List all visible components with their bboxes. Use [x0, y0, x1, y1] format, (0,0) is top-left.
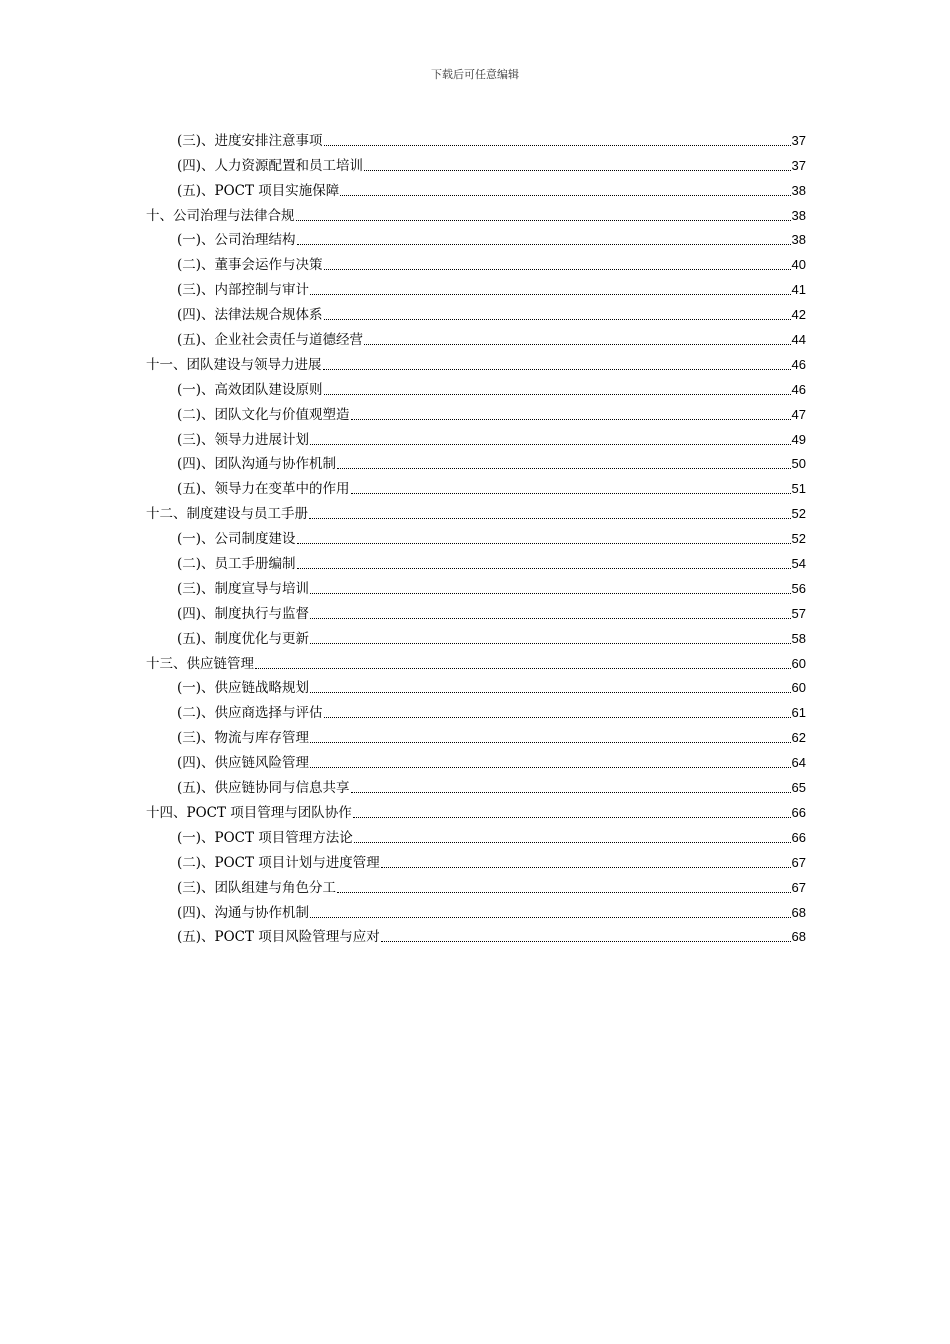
- toc-page-number: 40: [791, 257, 806, 273]
- toc-page-number: 64: [791, 755, 806, 771]
- toc-page-number: 38: [791, 182, 806, 198]
- toc-dot-leader: [337, 468, 790, 469]
- toc-section-entry[interactable]: [146, 151, 806, 176]
- toc-entry-title: (五)、领导力在变革中的作用: [177, 481, 350, 498]
- toc-page-number: 38: [791, 207, 806, 223]
- toc-page-number: 52: [791, 531, 806, 547]
- toc-page-number: 44: [791, 332, 806, 348]
- toc-page-number: 46: [791, 381, 806, 397]
- toc-page-number: 62: [791, 730, 806, 746]
- toc-entry-title: (二)、董事会运作与决策: [177, 257, 323, 274]
- toc-entry-title: (五)、POCT 项目实施保障: [177, 182, 340, 199]
- toc-dot-leader: [324, 394, 791, 395]
- toc-entry-title: (三)、内部控制与审计: [177, 282, 310, 299]
- toc-page-number: 52: [791, 506, 806, 522]
- toc-entry-title: (二)、员工手册编制: [177, 556, 296, 573]
- toc-page-number: 37: [791, 157, 806, 173]
- toc-section-entry[interactable]: [146, 848, 806, 873]
- toc-section-entry[interactable]: [146, 574, 806, 599]
- toc-page-number: 67: [791, 854, 806, 870]
- toc-section-entry[interactable]: [146, 450, 806, 475]
- toc-dot-leader: [351, 419, 791, 420]
- toc-section-entry[interactable]: [146, 748, 806, 773]
- toc-section-entry[interactable]: [146, 698, 806, 723]
- toc-entry-title: (一)、公司治理结构: [177, 232, 296, 249]
- toc-chapter-entry[interactable]: [146, 649, 806, 674]
- toc-dot-leader: [324, 269, 791, 270]
- toc-entry-title: (一)、供应链战略规划: [177, 680, 310, 697]
- toc-dot-leader: [310, 767, 790, 768]
- toc-dot-leader: [310, 294, 790, 295]
- toc-entry-title: (四)、法律法规合规体系: [177, 307, 323, 324]
- toc-dot-leader: [255, 668, 791, 669]
- toc-entry-title: (三)、领导力进展计划: [177, 431, 310, 448]
- toc-chapter-entry[interactable]: [146, 201, 806, 226]
- toc-dot-leader: [310, 692, 790, 693]
- toc-section-entry[interactable]: [146, 898, 806, 923]
- toc-dot-leader: [324, 319, 791, 320]
- toc-dot-leader: [296, 220, 791, 221]
- toc-dot-leader: [364, 344, 790, 345]
- toc-page-number: 56: [791, 580, 806, 596]
- toc-section-entry[interactable]: [146, 176, 806, 201]
- toc-dot-leader: [381, 941, 791, 942]
- toc-entry-title: 十三、供应链管理: [146, 655, 254, 672]
- toc-page-number: 46: [791, 356, 806, 372]
- toc-dot-leader: [353, 817, 791, 818]
- toc-page-number: 67: [791, 879, 806, 895]
- toc-section-entry[interactable]: [146, 300, 806, 325]
- toc-section-entry[interactable]: [146, 773, 806, 798]
- toc-entry-title: (四)、供应链风险管理: [177, 755, 310, 772]
- toc-dot-leader: [364, 170, 790, 171]
- toc-entry-title: 十一、团队建设与领导力进展: [146, 356, 322, 373]
- toc-section-entry[interactable]: [146, 923, 806, 948]
- toc-page-number: 68: [791, 929, 806, 945]
- toc-page-number: 49: [791, 431, 806, 447]
- toc-section-entry[interactable]: [146, 524, 806, 549]
- toc-page-number: 60: [791, 680, 806, 696]
- toc-dot-leader: [310, 444, 790, 445]
- toc-page-number: 66: [791, 829, 806, 845]
- toc-dot-leader: [310, 742, 790, 743]
- toc-chapter-entry[interactable]: [146, 798, 806, 823]
- toc-entry-title: 十、公司治理与法律合规: [146, 207, 295, 224]
- toc-page-number: 61: [791, 705, 806, 721]
- toc-entry-title: 十二、制度建设与员工手册: [146, 506, 308, 523]
- toc-section-entry[interactable]: [146, 400, 806, 425]
- page-header: 下载后可任意编辑: [431, 68, 519, 81]
- toc-entry-title: (二)、POCT 项目计划与进度管理: [177, 854, 380, 871]
- toc-entry-title: (四)、制度执行与监督: [177, 605, 310, 622]
- toc-entry-title: (三)、物流与库存管理: [177, 730, 310, 747]
- toc-page-number: 41: [791, 282, 806, 298]
- toc-dot-leader: [297, 568, 791, 569]
- toc-page-number: 50: [791, 456, 806, 472]
- toc-page-number: 47: [791, 406, 806, 422]
- toc-section-entry[interactable]: [146, 250, 806, 275]
- toc-section-entry[interactable]: [146, 873, 806, 898]
- toc-page-number: 54: [791, 556, 806, 572]
- toc-dot-leader: [354, 842, 791, 843]
- toc-dot-leader: [297, 543, 791, 544]
- toc-dot-leader: [324, 145, 791, 146]
- toc-dot-leader: [309, 518, 791, 519]
- table-of-contents: [146, 126, 806, 947]
- toc-section-entry[interactable]: [146, 226, 806, 251]
- toc-section-entry[interactable]: [146, 674, 806, 699]
- toc-dot-leader: [323, 369, 791, 370]
- toc-dot-leader: [310, 643, 790, 644]
- toc-section-entry[interactable]: [146, 375, 806, 400]
- toc-dot-leader: [340, 195, 790, 196]
- toc-dot-leader: [310, 618, 790, 619]
- toc-page-number: 42: [791, 307, 806, 323]
- toc-entry-title: (三)、制度宣导与培训: [177, 580, 310, 597]
- toc-entry-title: (五)、POCT 项目风险管理与应对: [177, 929, 380, 946]
- toc-entry-title: (二)、供应商选择与评估: [177, 705, 323, 722]
- toc-section-entry[interactable]: [146, 723, 806, 748]
- toc-page-number: 38: [791, 232, 806, 248]
- toc-section-entry[interactable]: [146, 474, 806, 499]
- toc-page-number: 65: [791, 780, 806, 796]
- toc-section-entry[interactable]: [146, 823, 806, 848]
- toc-entry-title: (五)、制度优化与更新: [177, 630, 310, 647]
- toc-dot-leader: [337, 892, 790, 893]
- toc-section-entry[interactable]: [146, 325, 806, 350]
- toc-dot-leader: [351, 493, 791, 494]
- toc-entry-title: (一)、公司制度建设: [177, 531, 296, 548]
- toc-dot-leader: [381, 867, 791, 868]
- toc-section-entry[interactable]: [146, 275, 806, 300]
- toc-page-number: 37: [791, 132, 806, 148]
- toc-dot-leader: [310, 917, 790, 918]
- toc-section-entry[interactable]: [146, 425, 806, 450]
- toc-chapter-entry[interactable]: [146, 499, 806, 524]
- toc-chapter-entry[interactable]: [146, 350, 806, 375]
- toc-dot-leader: [297, 244, 791, 245]
- toc-entry-title: (四)、人力资源配置和员工培训: [177, 157, 364, 174]
- toc-section-entry[interactable]: [146, 624, 806, 649]
- toc-entry-title: (五)、供应链协同与信息共享: [177, 780, 350, 797]
- toc-page-number: 66: [791, 804, 806, 820]
- toc-page-number: 58: [791, 630, 806, 646]
- toc-section-entry[interactable]: [146, 549, 806, 574]
- toc-page-number: 57: [791, 605, 806, 621]
- toc-dot-leader: [324, 717, 791, 718]
- toc-page-number: 68: [791, 904, 806, 920]
- toc-entry-title: (二)、团队文化与价值观塑造: [177, 406, 350, 423]
- toc-entry-title: (五)、企业社会责任与道德经营: [177, 332, 364, 349]
- toc-section-entry[interactable]: [146, 599, 806, 624]
- toc-entry-title: (一)、POCT 项目管理方法论: [177, 829, 353, 846]
- toc-page-number: 51: [791, 481, 806, 497]
- toc-entry-title: (四)、团队沟通与协作机制: [177, 456, 337, 473]
- toc-entry-title: (四)、沟通与协作机制: [177, 904, 310, 921]
- toc-dot-leader: [351, 792, 791, 793]
- toc-section-entry[interactable]: [146, 126, 806, 151]
- toc-entry-title: (一)、高效团队建设原则: [177, 381, 323, 398]
- toc-dot-leader: [310, 593, 790, 594]
- toc-entry-title: 十四、POCT 项目管理与团队协作: [146, 804, 352, 821]
- toc-entry-title: (三)、进度安排注意事项: [177, 132, 323, 149]
- toc-entry-title: (三)、团队组建与角色分工: [177, 879, 337, 896]
- toc-page-number: 60: [791, 655, 806, 671]
